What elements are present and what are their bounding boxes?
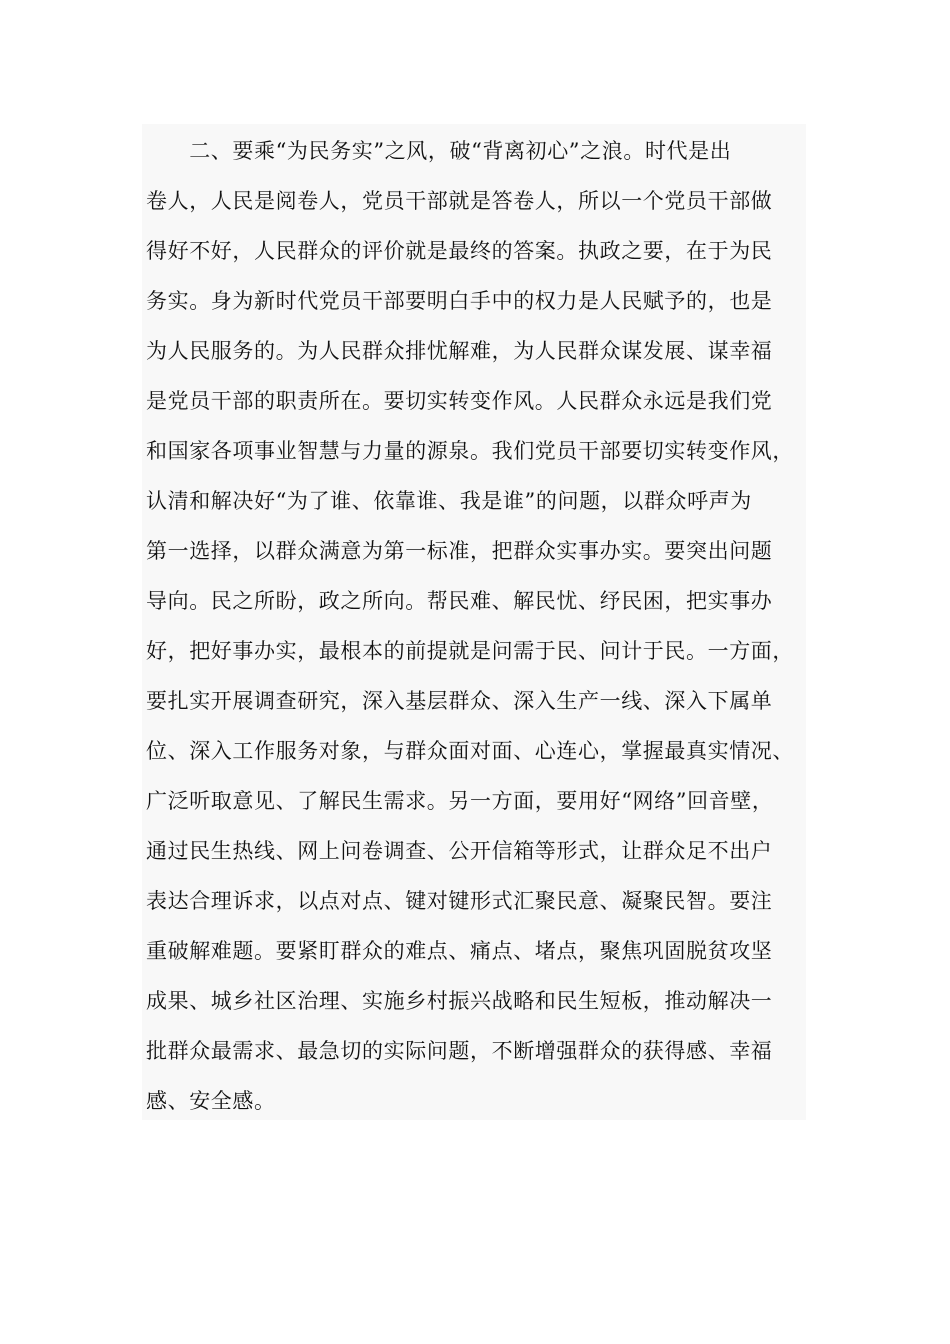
paragraph-line: 好，把好事办实，最根本的前提就是问需于民、问计于民。一方面， bbox=[146, 639, 794, 663]
paragraph-line: 广泛听取意见、了解民生需求。另一方面，要用好“网络”回音壁， bbox=[146, 789, 774, 813]
paragraph-line: 和国家各项事业智慧与力量的源泉。我们党员干部要切实转变作风， bbox=[146, 439, 794, 463]
paragraph-line: 是党员干部的职责所在。要切实转变作风。人民群众永远是我们党 bbox=[146, 389, 773, 413]
paragraph-line: 感、安全感。 bbox=[146, 1089, 276, 1113]
paragraph-line: 卷人，人民是阅卷人，党员干部就是答卷人，所以一个党员干部做 bbox=[146, 189, 773, 213]
paragraph-line: 二、要乘“为民务实”之风，破“背离初心”之浪。时代是出 bbox=[146, 139, 732, 163]
paragraph-line: 导向。民之所盼，政之所向。帮民难、解民忧、纾民困，把实事办 bbox=[146, 589, 773, 613]
paragraph-line: 重破解难题。要紧盯群众的难点、痛点、堵点，聚焦巩固脱贫攻坚 bbox=[146, 939, 773, 963]
paragraph-line: 批群众最需求、最急切的实际问题，不断增强群众的获得感、幸福 bbox=[146, 1039, 773, 1063]
paragraph-line: 务实。身为新时代党员干部要明白手中的权力是人民赋予的，也是 bbox=[146, 289, 773, 313]
paragraph-line: 为人民服务的。为人民群众排忧解难，为人民群众谋发展、谋幸福 bbox=[146, 339, 773, 363]
paragraph-line: 得好不好，人民群众的评价就是最终的答案。执政之要，在于为民 bbox=[146, 239, 773, 263]
paragraph-line: 通过民生热线、网上问卷调查、公开信箱等形式，让群众足不出户 bbox=[146, 839, 773, 863]
paragraph-line: 认清和解决好“为了谁、依靠谁、我是谁”的问题，以群众呼声为 bbox=[146, 489, 752, 513]
paragraph-line: 第一选择，以群众满意为第一标准，把群众实事办实。要突出问题 bbox=[146, 539, 773, 563]
paragraph-line: 表达合理诉求，以点对点、键对键形式汇聚民意、凝聚民智。要注 bbox=[146, 889, 773, 913]
paragraph-line: 要扎实开展调查研究，深入基层群众、深入生产一线、深入下属单 bbox=[146, 689, 773, 713]
paragraph-line: 成果、城乡社区治理、实施乡村振兴战略和民生短板，推动解决一 bbox=[146, 989, 773, 1013]
body-paragraph bbox=[142, 124, 806, 1120]
paragraph-line: 位、深入工作服务对象，与群众面对面、心连心，掌握最真实情况、 bbox=[146, 739, 794, 763]
